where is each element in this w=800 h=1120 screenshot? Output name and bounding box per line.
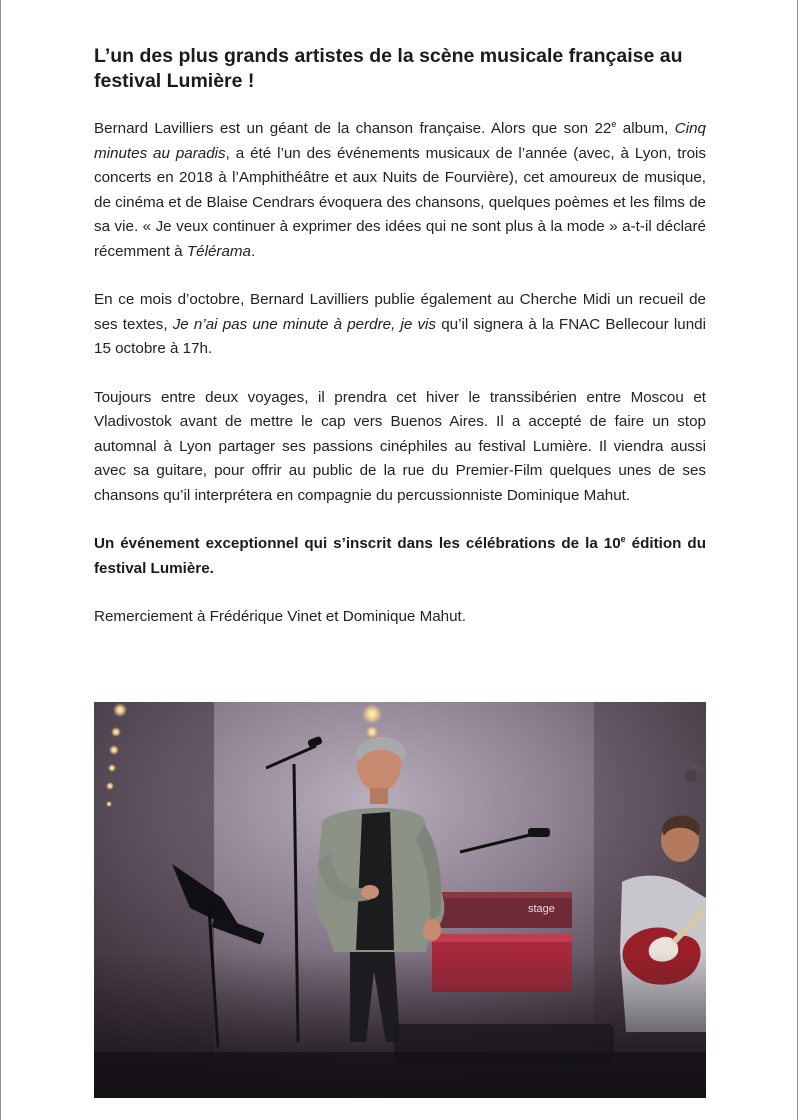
amp-label: stage bbox=[528, 903, 555, 915]
stage-light-center bbox=[362, 704, 382, 724]
paragraph-intro: Bernard Lavilliers est un géant de la chanson française. Alors que son 22e album, Cinq minutes au paradis, a été l’un des événements musicaux de l’année (avec, à Lyon, trois concerts en 2018 à l’Amphithéâtre et aux Nuits de Fourvière), cet amoureux de musique, de cinéma et de Blaise Cendrars évoquera des chansons, quelques poèmes et les films de sa vie. « Je veux continuer à exprimer des idées qui ne sont plus à la mode » a-t-il déclaré récemment à Télérama. bbox=[94, 118, 706, 260]
article-title: L’un des plus grands artistes de la scène musicale française au festival Lumière ! bbox=[94, 45, 683, 92]
paragraph-thanks: Remerciement à Frédérique Vinet et Dominique Mahut. bbox=[94, 608, 466, 625]
article bbox=[94, 44, 706, 630]
paragraph-book: En ce mois d’octobre, Bernard Lavilliers publie également au Cherche Midi un recueil de ses textes, Je n’ai pas une minute à perdre, je vis qu’il signera à la FNAC Bellecour lundi 15 octobre à 17h. bbox=[94, 291, 706, 357]
concert-photo-illustration bbox=[94, 702, 706, 1098]
paragraph-highlight: Un événement exceptionnel qui s’inscrit dans les célébrations de la 10e édition du festival Lumière. bbox=[94, 533, 706, 577]
paragraph-travels: Toujours entre deux voyages, il prendra cet hiver le transsibérien entre Moscou et Vladivostok avant de mettre le cap vers Buenos Aires. Il a accepté de faire un stop automnal à Lyon partager ses passions cinéphiles au festival Lumière. Il viendra aussi avec sa guitare, pour offrir au public de la rue du Premier-Film quelques unes de ses chansons qu’il interprétera en compagnie du percussionniste Dominique Mahut. bbox=[94, 388, 706, 504]
album-title: Cinq minutes au paradis bbox=[94, 120, 706, 162]
magazine-name: Télérama bbox=[186, 242, 252, 260]
book-title: Je n’ai pas une minute à perdre, je vis bbox=[172, 315, 437, 333]
concert-photo bbox=[94, 702, 706, 1098]
